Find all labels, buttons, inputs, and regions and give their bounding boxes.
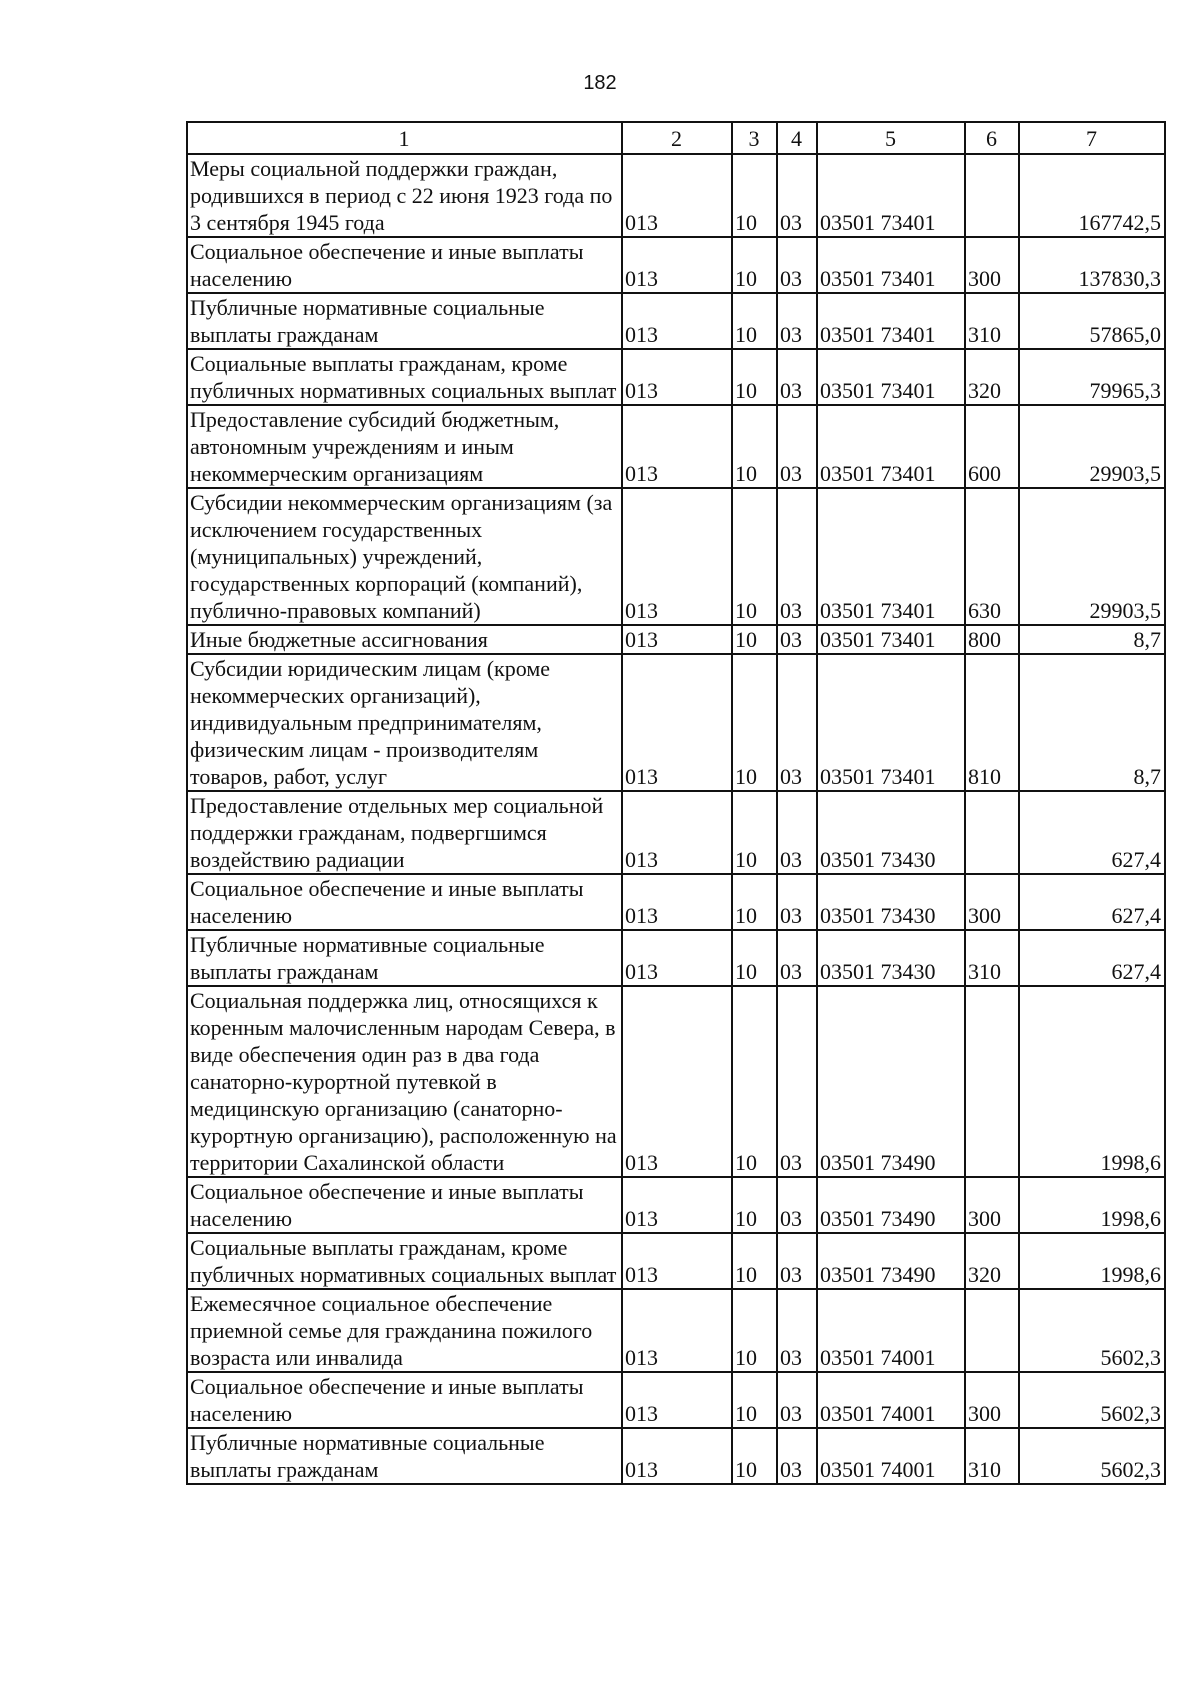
row-code-cell: 013 bbox=[622, 930, 732, 986]
row-target-article-cell: 03501 74001 bbox=[817, 1372, 965, 1428]
table-row bbox=[187, 986, 1165, 1177]
row-section-cell: 10 bbox=[732, 986, 777, 1177]
row-subsection-cell: 03 bbox=[777, 1177, 817, 1233]
row-amount-cell: 627,4 bbox=[1019, 791, 1165, 874]
row-section-cell: 10 bbox=[732, 930, 777, 986]
row-code-cell: 013 bbox=[622, 1372, 732, 1428]
row-code-cell: 013 bbox=[622, 654, 732, 791]
header-col-6: 6 bbox=[965, 122, 1019, 154]
row-section-cell: 10 bbox=[732, 1233, 777, 1289]
table-row bbox=[187, 488, 1165, 625]
row-expense-type-cell: 630 bbox=[965, 488, 1019, 625]
row-name-cell: Социальная поддержка лиц, относящихся к коренным малочисленным народам Севера, в виде обеспечения один раз в два года санаторно-курортной путевкой в медицинскую организацию (санаторно-курортную организацию), расположенную на территории Сахалинской области bbox=[187, 986, 622, 1177]
row-section-cell: 10 bbox=[732, 874, 777, 930]
row-name-cell: Социальное обеспечение и иные выплаты населению bbox=[187, 874, 622, 930]
row-expense-type-cell bbox=[965, 1289, 1019, 1372]
row-name-cell: Социальное обеспечение и иные выплаты населению bbox=[187, 1177, 622, 1233]
row-subsection-cell: 03 bbox=[777, 654, 817, 791]
row-target-article-cell: 03501 73401 bbox=[817, 349, 965, 405]
row-target-article-cell: 03501 73430 bbox=[817, 874, 965, 930]
header-col-2: 2 bbox=[622, 122, 732, 154]
row-target-article-cell: 03501 73401 bbox=[817, 405, 965, 488]
row-code-cell: 013 bbox=[622, 488, 732, 625]
table-row bbox=[187, 625, 1165, 654]
table-row bbox=[187, 237, 1165, 293]
row-subsection-cell: 03 bbox=[777, 405, 817, 488]
row-code-cell: 013 bbox=[622, 874, 732, 930]
row-expense-type-cell: 800 bbox=[965, 625, 1019, 654]
table-row bbox=[187, 1372, 1165, 1428]
row-target-article-cell: 03501 73490 bbox=[817, 986, 965, 1177]
row-amount-cell: 5602,3 bbox=[1019, 1372, 1165, 1428]
table-row bbox=[187, 405, 1165, 488]
row-name-cell: Публичные нормативные социальные выплаты гражданам bbox=[187, 1428, 622, 1484]
row-code-cell: 013 bbox=[622, 154, 732, 237]
row-name-cell: Ежемесячное социальное обеспечение приемной семье для гражданина пожилого возраста или инвалида bbox=[187, 1289, 622, 1372]
row-section-cell: 10 bbox=[732, 1372, 777, 1428]
row-amount-cell: 627,4 bbox=[1019, 874, 1165, 930]
row-expense-type-cell: 300 bbox=[965, 237, 1019, 293]
row-expense-type-cell: 810 bbox=[965, 654, 1019, 791]
row-name-cell: Предоставление отдельных мер социальной поддержки гражданам, подвергшимся воздействию радиации bbox=[187, 791, 622, 874]
table-row bbox=[187, 154, 1165, 237]
row-subsection-cell: 03 bbox=[777, 154, 817, 237]
row-subsection-cell: 03 bbox=[777, 349, 817, 405]
row-section-cell: 10 bbox=[732, 154, 777, 237]
row-code-cell: 013 bbox=[622, 1177, 732, 1233]
row-expense-type-cell bbox=[965, 154, 1019, 237]
row-code-cell: 013 bbox=[622, 405, 732, 488]
row-target-article-cell: 03501 73401 bbox=[817, 154, 965, 237]
header-col-7: 7 bbox=[1019, 122, 1165, 154]
row-amount-cell: 167742,5 bbox=[1019, 154, 1165, 237]
table-row bbox=[187, 1289, 1165, 1372]
table-row bbox=[187, 293, 1165, 349]
row-expense-type-cell: 300 bbox=[965, 874, 1019, 930]
row-amount-cell: 1998,6 bbox=[1019, 986, 1165, 1177]
header-col-4: 4 bbox=[777, 122, 817, 154]
row-code-cell: 013 bbox=[622, 293, 732, 349]
row-expense-type-cell: 320 bbox=[965, 349, 1019, 405]
row-expense-type-cell: 310 bbox=[965, 1428, 1019, 1484]
row-code-cell: 013 bbox=[622, 349, 732, 405]
row-expense-type-cell bbox=[965, 791, 1019, 874]
row-name-cell: Публичные нормативные социальные выплаты гражданам bbox=[187, 293, 622, 349]
row-section-cell: 10 bbox=[732, 293, 777, 349]
row-name-cell: Социальные выплаты гражданам, кроме публичных нормативных социальных выплат bbox=[187, 349, 622, 405]
row-section-cell: 10 bbox=[732, 625, 777, 654]
header-col-3: 3 bbox=[732, 122, 777, 154]
row-subsection-cell: 03 bbox=[777, 488, 817, 625]
row-amount-cell: 29903,5 bbox=[1019, 488, 1165, 625]
table-row bbox=[187, 1233, 1165, 1289]
row-expense-type-cell: 320 bbox=[965, 1233, 1019, 1289]
row-target-article-cell: 03501 73401 bbox=[817, 488, 965, 625]
row-section-cell: 10 bbox=[732, 1289, 777, 1372]
row-code-cell: 013 bbox=[622, 1428, 732, 1484]
row-name-cell: Субсидии юридическим лицам (кроме некоммерческих организаций), индивидуальным предпринимателям, физическим лицам - производителям товаров, работ, услуг bbox=[187, 654, 622, 791]
row-amount-cell: 57865,0 bbox=[1019, 293, 1165, 349]
row-amount-cell: 1998,6 bbox=[1019, 1233, 1165, 1289]
row-code-cell: 013 bbox=[622, 986, 732, 1177]
row-code-cell: 013 bbox=[622, 791, 732, 874]
table-row bbox=[187, 349, 1165, 405]
row-name-cell: Предоставление субсидий бюджетным, автономным учреждениям и иным некоммерческим организациям bbox=[187, 405, 622, 488]
page-number: 182 bbox=[583, 72, 617, 94]
row-amount-cell: 627,4 bbox=[1019, 930, 1165, 986]
table-row bbox=[187, 930, 1165, 986]
row-subsection-cell: 03 bbox=[777, 625, 817, 654]
row-section-cell: 10 bbox=[732, 1428, 777, 1484]
header-row bbox=[187, 122, 1165, 154]
row-code-cell: 013 bbox=[622, 625, 732, 654]
row-section-cell: 10 bbox=[732, 349, 777, 405]
row-target-article-cell: 03501 73401 bbox=[817, 237, 965, 293]
row-expense-type-cell: 600 bbox=[965, 405, 1019, 488]
table-row bbox=[187, 654, 1165, 791]
row-section-cell: 10 bbox=[732, 405, 777, 488]
row-amount-cell: 1998,6 bbox=[1019, 1177, 1165, 1233]
row-subsection-cell: 03 bbox=[777, 1289, 817, 1372]
row-target-article-cell: 03501 73401 bbox=[817, 625, 965, 654]
row-amount-cell: 137830,3 bbox=[1019, 237, 1165, 293]
row-amount-cell: 5602,3 bbox=[1019, 1289, 1165, 1372]
row-expense-type-cell bbox=[965, 986, 1019, 1177]
row-section-cell: 10 bbox=[732, 1177, 777, 1233]
row-name-cell: Социальное обеспечение и иные выплаты населению bbox=[187, 1372, 622, 1428]
row-target-article-cell: 03501 73430 bbox=[817, 930, 965, 986]
row-expense-type-cell: 310 bbox=[965, 930, 1019, 986]
row-section-cell: 10 bbox=[732, 237, 777, 293]
row-name-cell: Публичные нормативные социальные выплаты гражданам bbox=[187, 930, 622, 986]
row-expense-type-cell: 300 bbox=[965, 1372, 1019, 1428]
row-subsection-cell: 03 bbox=[777, 930, 817, 986]
row-name-cell: Социальные выплаты гражданам, кроме публичных нормативных социальных выплат bbox=[187, 1233, 622, 1289]
table-row bbox=[187, 1177, 1165, 1233]
table-row bbox=[187, 874, 1165, 930]
header-col-5: 5 bbox=[817, 122, 965, 154]
row-subsection-cell: 03 bbox=[777, 293, 817, 349]
row-subsection-cell: 03 bbox=[777, 791, 817, 874]
row-expense-type-cell: 310 bbox=[965, 293, 1019, 349]
table-row bbox=[187, 1428, 1165, 1484]
row-target-article-cell: 03501 73490 bbox=[817, 1177, 965, 1233]
row-code-cell: 013 bbox=[622, 1289, 732, 1372]
row-amount-cell: 79965,3 bbox=[1019, 349, 1165, 405]
row-name-cell: Меры социальной поддержки граждан, родившихся в период с 22 июня 1923 года по 3 сентября 1945 года bbox=[187, 154, 622, 237]
row-amount-cell: 5602,3 bbox=[1019, 1428, 1165, 1484]
row-section-cell: 10 bbox=[732, 654, 777, 791]
row-name-cell: Социальное обеспечение и иные выплаты населению bbox=[187, 237, 622, 293]
row-amount-cell: 8,7 bbox=[1019, 654, 1165, 791]
row-code-cell: 013 bbox=[622, 237, 732, 293]
row-subsection-cell: 03 bbox=[777, 1428, 817, 1484]
row-target-article-cell: 03501 73401 bbox=[817, 654, 965, 791]
row-subsection-cell: 03 bbox=[777, 1372, 817, 1428]
row-section-cell: 10 bbox=[732, 488, 777, 625]
row-subsection-cell: 03 bbox=[777, 1233, 817, 1289]
row-target-article-cell: 03501 73490 bbox=[817, 1233, 965, 1289]
table-row bbox=[187, 791, 1165, 874]
row-subsection-cell: 03 bbox=[777, 237, 817, 293]
header-col-1: 1 bbox=[187, 122, 622, 154]
row-amount-cell: 29903,5 bbox=[1019, 405, 1165, 488]
row-target-article-cell: 03501 74001 bbox=[817, 1428, 965, 1484]
row-subsection-cell: 03 bbox=[777, 986, 817, 1177]
row-target-article-cell: 03501 74001 bbox=[817, 1289, 965, 1372]
row-amount-cell: 8,7 bbox=[1019, 625, 1165, 654]
row-name-cell: Иные бюджетные ассигнования bbox=[187, 625, 622, 654]
budget-table bbox=[186, 121, 1166, 1485]
row-expense-type-cell: 300 bbox=[965, 1177, 1019, 1233]
row-section-cell: 10 bbox=[732, 791, 777, 874]
table-body bbox=[187, 154, 1165, 1484]
row-code-cell: 013 bbox=[622, 1233, 732, 1289]
row-target-article-cell: 03501 73430 bbox=[817, 791, 965, 874]
row-subsection-cell: 03 bbox=[777, 874, 817, 930]
row-name-cell: Субсидии некоммерческим организациям (за исключением государственных (муниципальных) учреждений, государственных корпораций (компаний), публично-правовых компаний) bbox=[187, 488, 622, 625]
row-target-article-cell: 03501 73401 bbox=[817, 293, 965, 349]
